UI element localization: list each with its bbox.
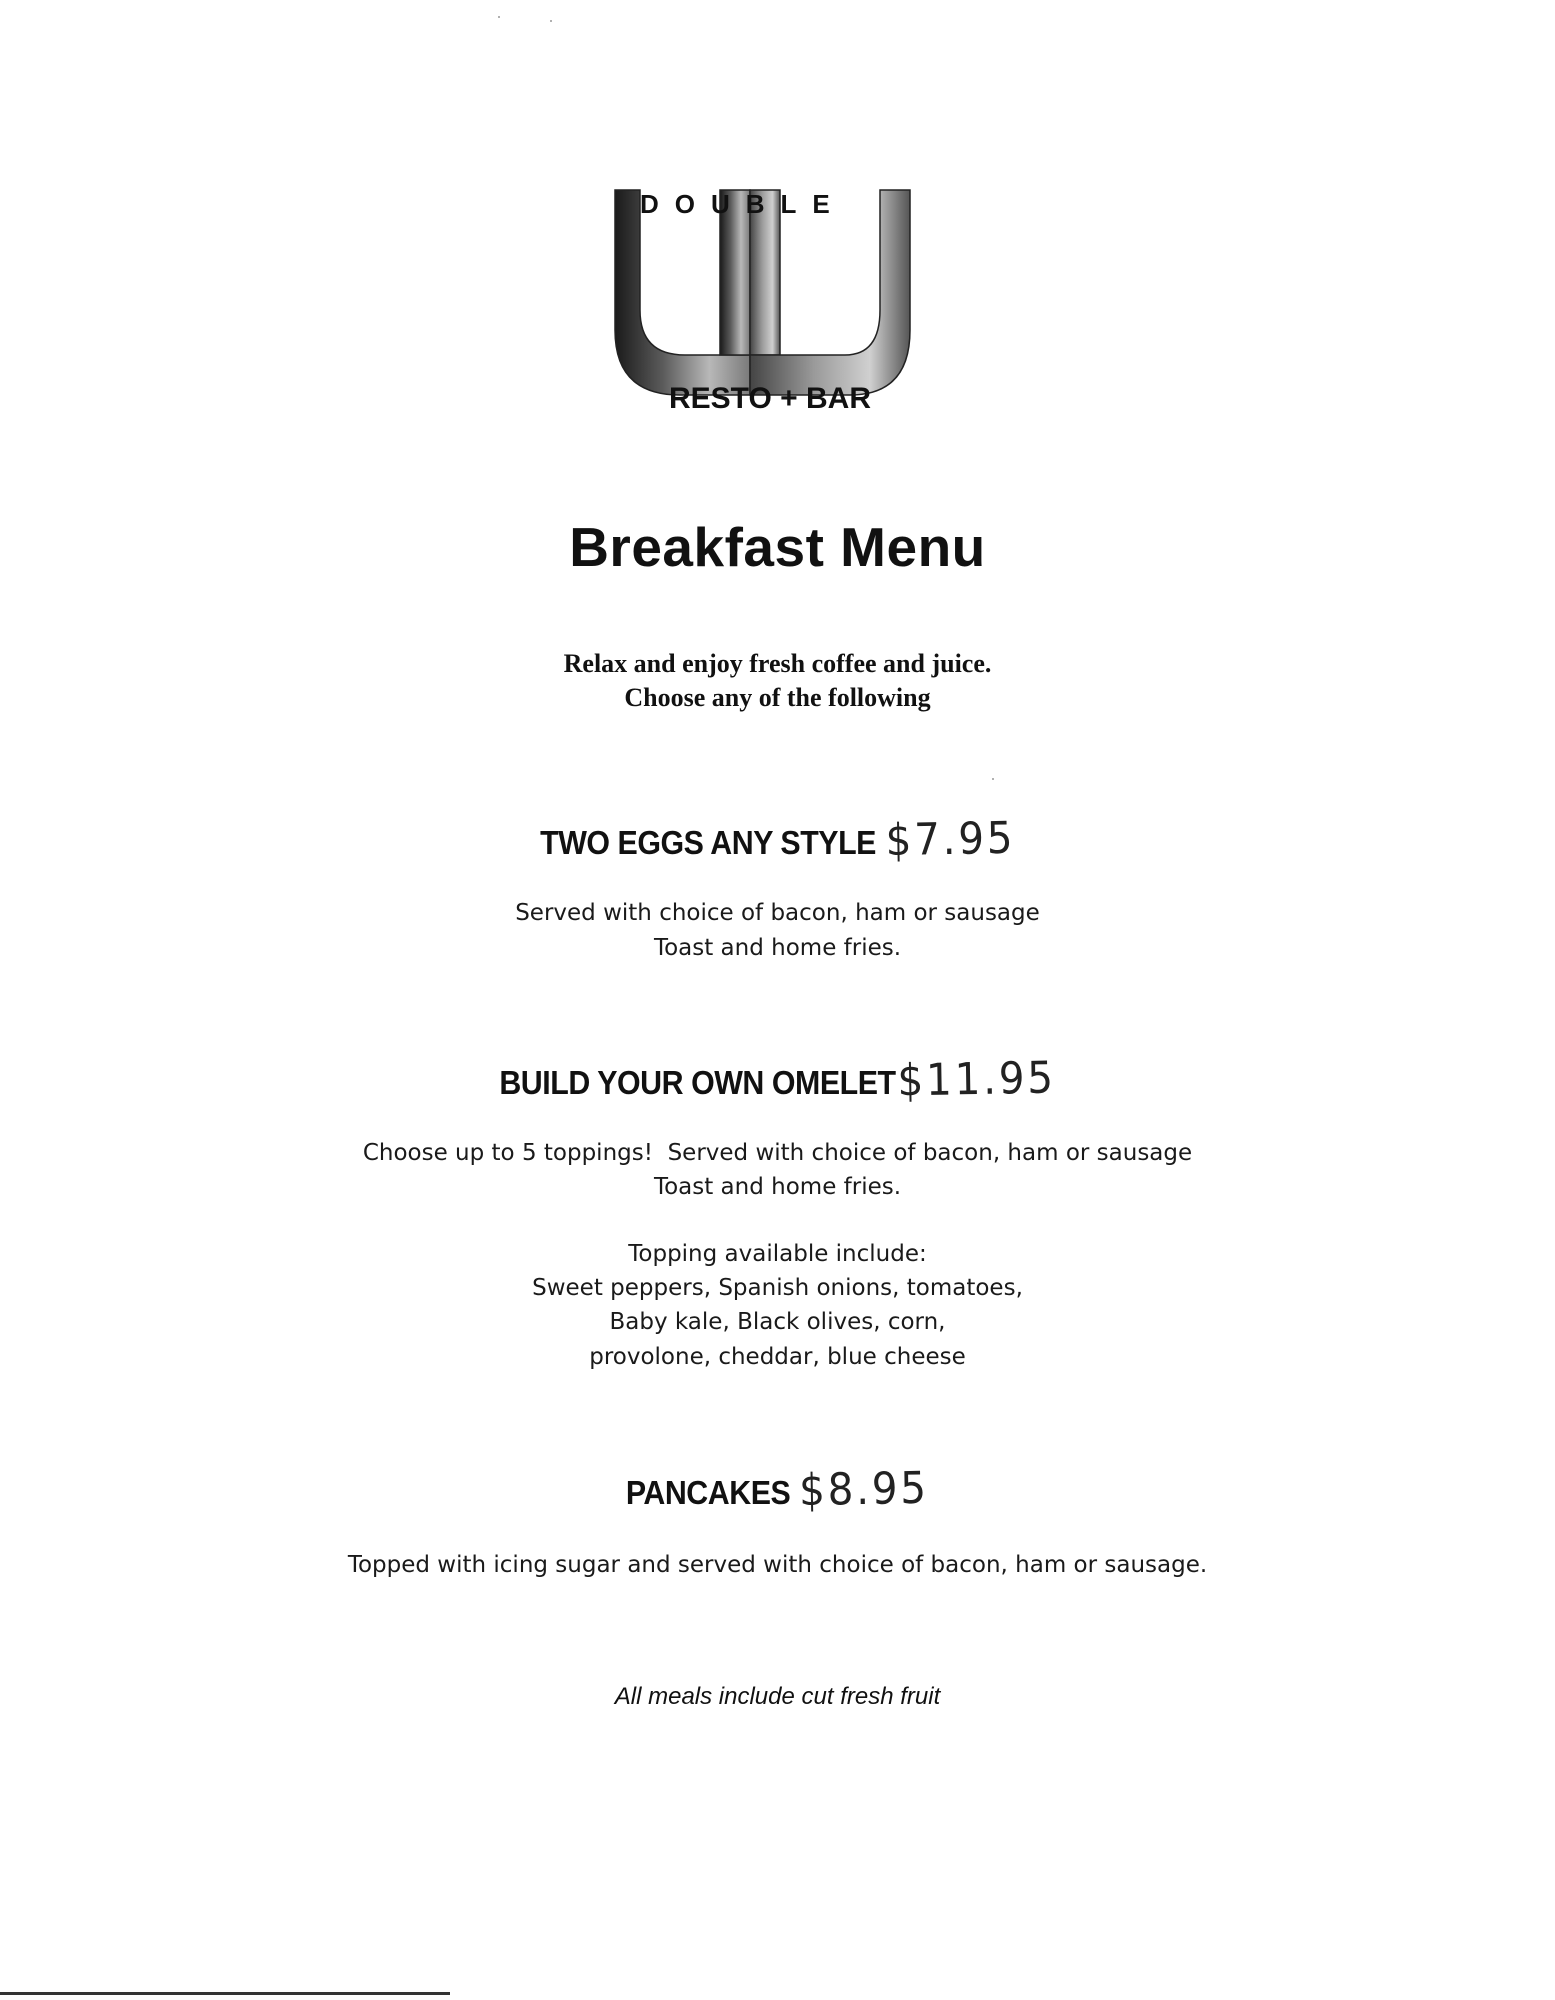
logo-top-word: DOUBLE — [640, 189, 846, 219]
scan-speck — [550, 20, 552, 22]
menu-item-name: BUILD YOUR OWN OMELET — [499, 1064, 896, 1101]
scan-edge-line — [0, 1992, 450, 1995]
intro-line-1: Relax and enjoy fresh coffee and juice. — [563, 649, 992, 678]
menu-item-description: Toast and home fries. — [653, 1174, 902, 1200]
menu-item-description: Served with choice of bacon, ham or sausage — [515, 900, 1040, 926]
menu-item-description: Choose up to 5 toppings! Served with choice of bacon, ham or sausage — [362, 1140, 1193, 1166]
scan-speck — [498, 16, 500, 18]
restaurant-logo — [600, 180, 940, 420]
toppings-heading: Topping available include: — [628, 1241, 927, 1267]
toppings-list-line: Sweet peppers, Spanish onions, tomatoes, — [532, 1275, 1023, 1301]
footer-note: All meals include cut fresh fruit — [614, 1683, 941, 1710]
logo-bottom-text: RESTO + BAR — [669, 382, 871, 415]
menu-item-description: Toast and home fries. — [653, 935, 902, 961]
menu-item-heading — [62, 1052, 1493, 1108]
menu-item-price: $11.95 — [897, 1052, 1057, 1107]
menu-item-heading — [62, 812, 1493, 868]
menu-item-description: Topped with icing sugar and served with choice of bacon, ham or sausage. — [347, 1552, 1208, 1578]
page-title: Breakfast Menu — [569, 516, 986, 578]
double-u-logo-graphic — [600, 180, 940, 420]
menu-item-name: PANCAKES — [625, 1474, 791, 1511]
menu-item-name: TWO EGGS ANY STYLE — [540, 824, 876, 861]
menu-item-heading — [62, 1462, 1493, 1518]
intro-line-2: Choose any of the following — [624, 683, 931, 712]
toppings-list-line: Baby kale, Black olives, corn, — [609, 1309, 946, 1335]
menu-item-price: $8.95 — [799, 1462, 930, 1517]
scan-speck — [992, 778, 994, 780]
menu-item-price: $7.95 — [884, 812, 1016, 867]
toppings-list-line: provolone, cheddar, blue cheese — [589, 1344, 966, 1370]
